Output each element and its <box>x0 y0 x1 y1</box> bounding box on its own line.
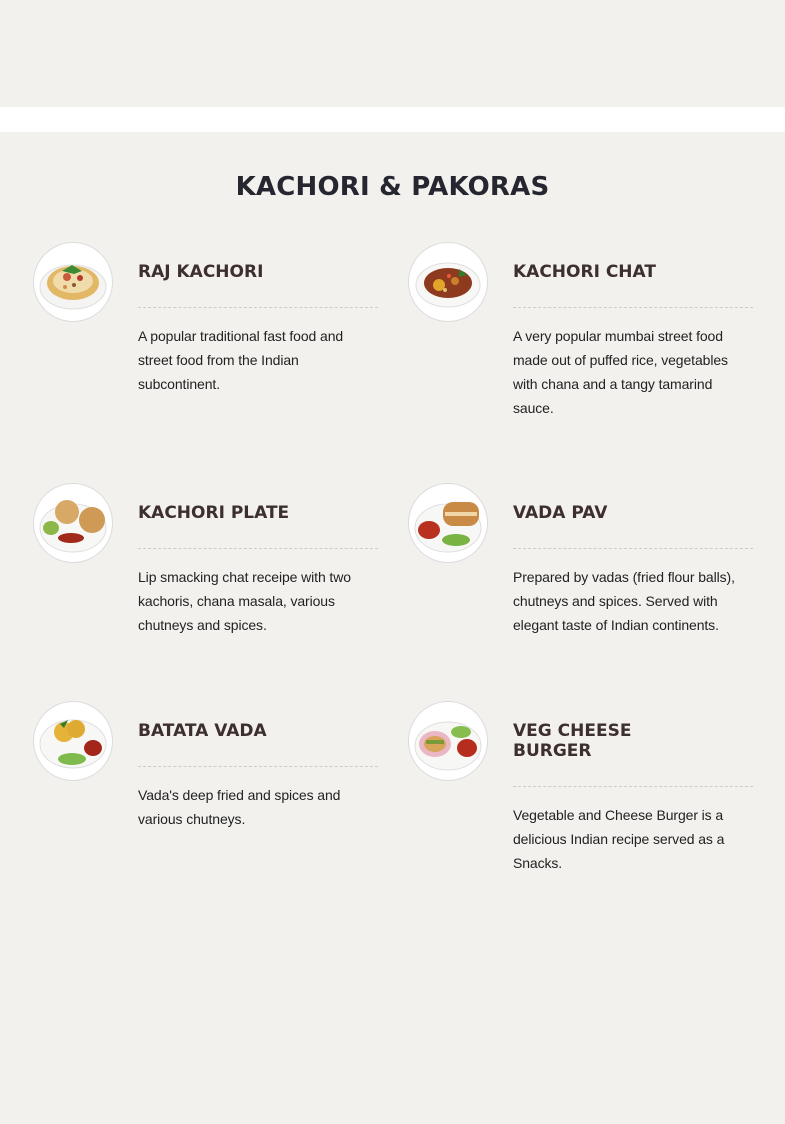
batata-vada-dish-icon[interactable] <box>33 701 113 781</box>
item-name: BATATA VADA <box>138 721 267 741</box>
item-divider <box>138 548 378 549</box>
item-divider <box>513 786 753 787</box>
veg-cheese-burger-dish-icon[interactable] <box>408 701 488 781</box>
kachori-chat-dish-icon[interactable] <box>408 242 488 322</box>
kachori-plate-dish-icon[interactable] <box>33 483 113 563</box>
item-name: KACHORI CHAT <box>513 262 656 282</box>
item-divider <box>513 548 753 549</box>
item-name: VADA PAV <box>513 503 608 523</box>
item-description: Lip smacking chat receipe with two kachoris, chana masala, various chutneys and spices. <box>138 569 351 633</box>
item-name: VEG CHEESE BURGER <box>513 721 632 761</box>
raj-kachori-dish-icon[interactable] <box>33 242 113 322</box>
item-divider <box>513 307 753 308</box>
item-divider <box>138 307 378 308</box>
item-divider <box>138 766 378 767</box>
item-name: KACHORI PLATE <box>138 503 290 523</box>
section-title: KACHORI & PAKORAS <box>235 172 550 202</box>
item-description: A very popular mumbai street food made out of puffed rice, vegetables with chana and a tangy tamarind sauce. <box>513 328 728 416</box>
item-description: Vada's deep fried and spices and various chutneys. <box>138 787 341 827</box>
item-description: Prepared by vadas (fried flour balls), chutneys and spices. Served with elegant taste of Indian continents. <box>513 569 735 633</box>
header-band <box>0 107 785 132</box>
item-name: RAJ KACHORI <box>138 262 264 282</box>
item-description: A popular traditional fast food and street food from the Indian subcontinent. <box>138 328 344 392</box>
item-description: Vegetable and Cheese Burger is a delicious Indian recipe served as a Snacks. <box>513 807 725 871</box>
vada-pav-dish-icon[interactable] <box>408 483 488 563</box>
